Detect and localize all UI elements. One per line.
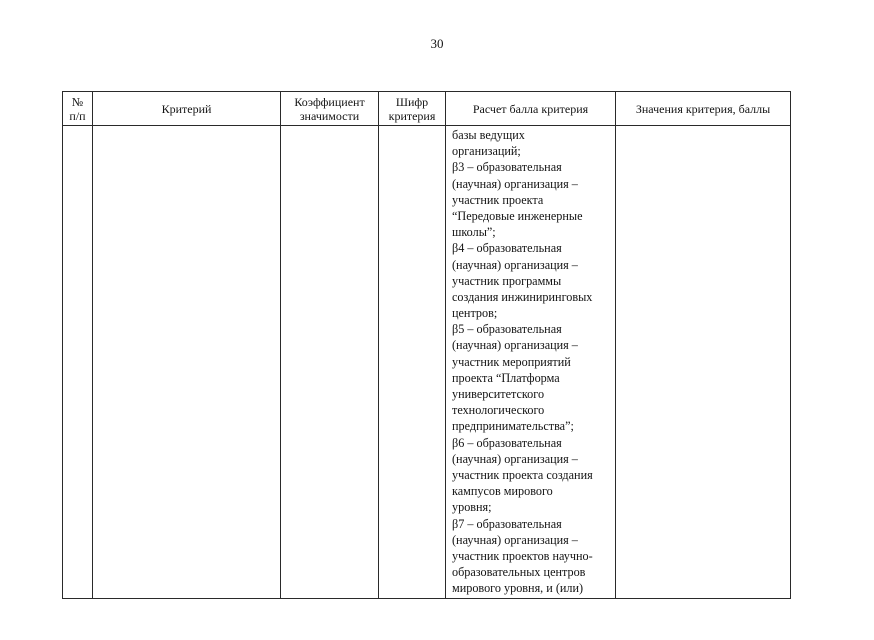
calculation-line: “Передовые инженерные <box>452 208 583 223</box>
calculation-line: школы”; <box>452 225 496 240</box>
calculation-line: центров; <box>452 306 498 321</box>
cell-coefficient <box>281 126 379 599</box>
header-code-line2: критерия <box>388 108 436 123</box>
header-number-line1: № <box>71 94 84 109</box>
header-code-line1: Шифр <box>395 94 429 109</box>
calculation-line: уровня; <box>452 500 492 515</box>
calculation-line: β7 – образовательная <box>452 516 562 531</box>
calculation-line: β3 – образовательная <box>452 160 562 175</box>
calculation-text <box>446 126 615 596</box>
cell-values <box>616 126 791 599</box>
cell-criterion <box>93 126 281 599</box>
header-code <box>379 92 446 126</box>
header-calculation: Расчет балла критерия <box>446 92 616 126</box>
calculation-line: (научная) организация – <box>452 257 578 272</box>
calculation-line: базы ведущих <box>452 128 525 142</box>
calculation-line: (научная) организация – <box>452 532 578 547</box>
page-number: 30 <box>430 36 444 51</box>
calculation-line: β5 – образовательная <box>452 322 562 337</box>
cell-calculation <box>446 126 616 599</box>
calculation-line: создания инжиниринговых <box>452 289 593 304</box>
cell-code <box>379 126 446 599</box>
calculation-line: мирового уровня, и (или) <box>452 581 584 596</box>
table-header-row <box>63 92 791 126</box>
calculation-line: β6 – образовательная <box>452 435 562 450</box>
cell-number <box>63 126 93 599</box>
header-coefficient <box>281 92 379 126</box>
header-number-line2: п/п <box>69 108 86 123</box>
calculation-line: предпринимательства”; <box>452 419 574 434</box>
calculation-line: организаций; <box>452 144 521 159</box>
calculation-line: кампусов мирового <box>452 484 553 499</box>
criteria-table <box>62 91 791 599</box>
calculation-line: участник проекта создания <box>452 467 593 482</box>
header-coefficient-line2: значимости <box>299 108 360 123</box>
calculation-line: (научная) организация – <box>452 451 578 466</box>
calculation-line: участник проектов научно- <box>452 548 593 563</box>
calculation-line: участник мероприятий <box>452 354 571 369</box>
header-criterion: Критерий <box>93 92 281 126</box>
header-coefficient-line1: Коэффициент <box>294 94 365 109</box>
calculation-line: участник проекта <box>452 192 544 207</box>
calculation-line: участник программы <box>452 273 562 288</box>
calculation-line: университетского <box>452 387 545 401</box>
calculation-line: β4 – образовательная <box>452 241 562 256</box>
calculation-line: (научная) организация – <box>452 176 578 191</box>
calculation-line: образовательных центров <box>452 565 586 580</box>
calculation-line: (научная) организация – <box>452 338 578 353</box>
header-values: Значения критерия, баллы <box>616 92 791 126</box>
header-number <box>63 92 93 126</box>
calculation-line: проекта “Платформа <box>452 370 560 385</box>
calculation-line: технологического <box>452 403 545 418</box>
table-row <box>63 126 791 599</box>
